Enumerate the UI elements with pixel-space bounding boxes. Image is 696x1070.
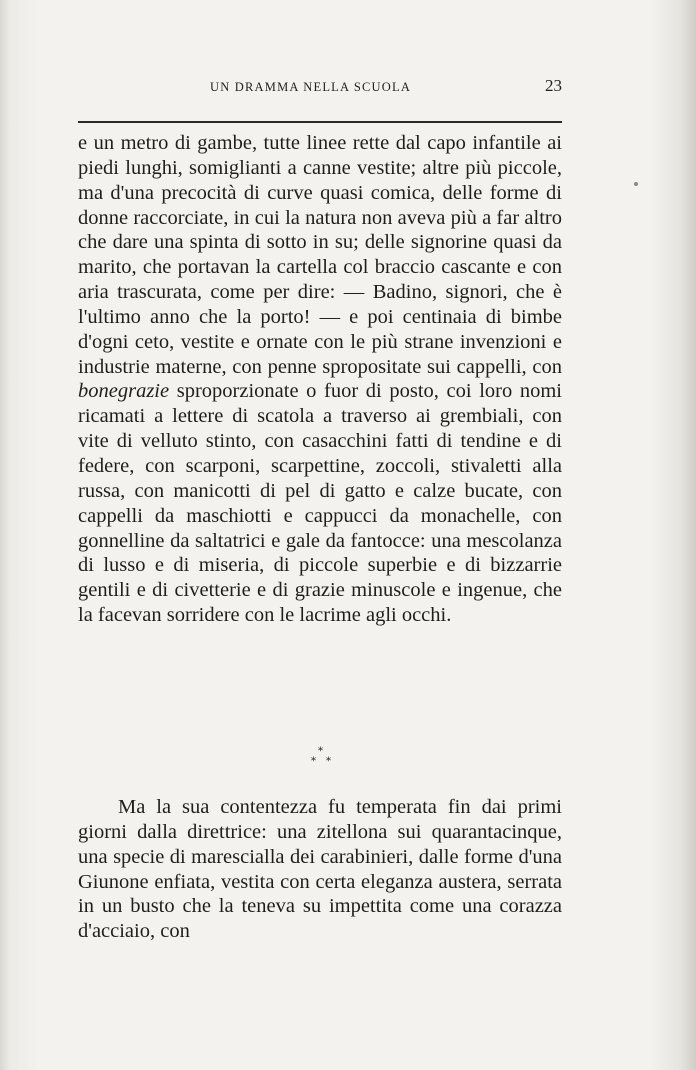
paragraph-1-text-a: e un metro di gambe, tutte linee rette dal capo infantile ai piedi lunghi, somiglianti a canne vestite; altre più piccole, ma d'una precocità di curve quasi comica, delle forme di donne raccorciate, in cui la natura non aveva più a far altro che dare una spinta di sotto in su; delle signorine quasi da marito, che portavan la cartella col braccio cascante e con aria trascurata, come per dire: — Badino, signori, che è l'ultimo anno che la porto! — e poi centinaia di bimbe d'ogni ceto, vestite e ornate con le più strane invenzioni e industrie materne, con penne spropositate sui cappelli, con [78,132,562,378]
margin-speck [634,182,638,186]
page-number: 23 [545,76,562,95]
asterism-star-right: * [326,756,331,767]
paragraph-1 [78,131,562,628]
running-title: UN DRAMMA NELLA SCUOLA [210,80,412,94]
paragraph-1-italic-word: bonegrazie [78,380,170,403]
header-rule [78,121,562,123]
asterism-star-top: * [318,746,323,757]
asterism-star-left: * [311,756,316,767]
paragraph-1-text-b: sproporzionate o fuor di posto, coi loro nomi ricamati a lettere di scatola a traverso ai grembiali, con vite di velluto stinto, con casacchini fatti di tendine e di federe, con scarponi, scarpettine, zoccoli, stivaletti alla russa, con manicotti di pel di gatto e calze bucate, con cappelli da maschiotti e cappucci da monachelle, con gonnelline da saltatrici e gale da fantocce: una mescolanza di lusso e di miseria, di piccole superbie e di bizzarrie gentili e di civetterie e di grazie minuscole e ingenue, che la facevan sorridere con le lacrime agli occhi. [78,380,562,627]
paragraph-2: Ma la sua contentezza fu temperata fin dai primi giorni dalla direttrice: una zitellona sui quarantacinque, una specie di marescialla dei carabinieri, dalle forme d'una Giunone enfiata, vestita con certa eleganza austera, serrata in un busto che la teneva su impettita come una corazza d'acciaio, con [78,796,562,943]
page-header [78,76,562,98]
section-break-asterism [308,746,348,772]
